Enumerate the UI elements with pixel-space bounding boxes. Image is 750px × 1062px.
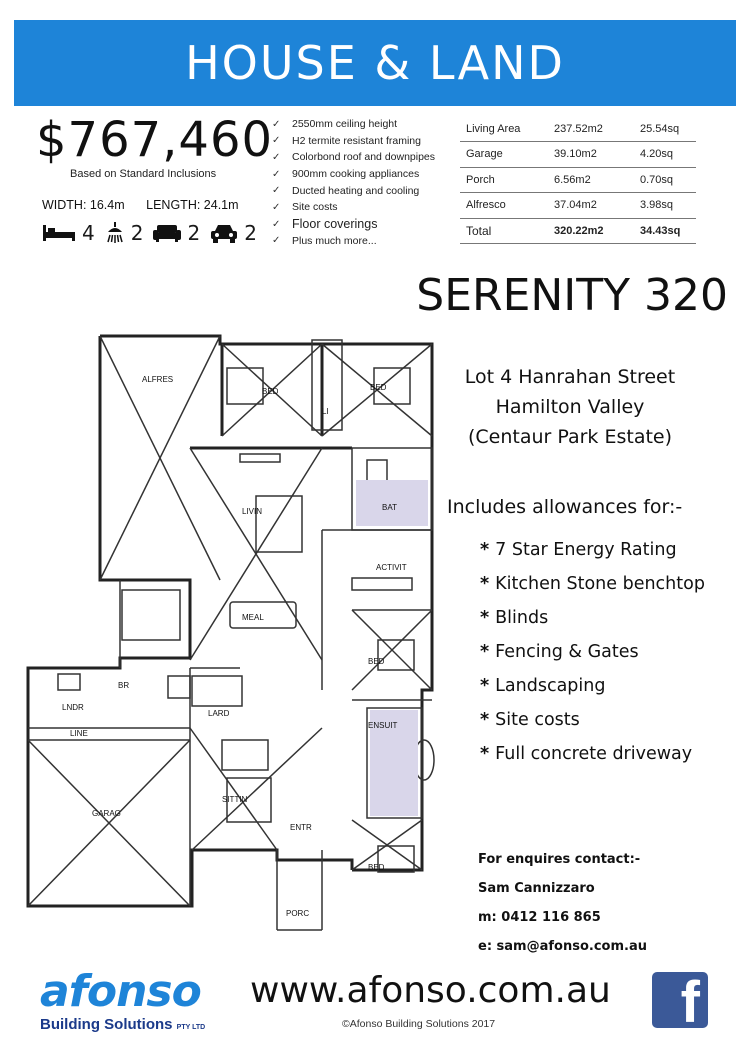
inclusion-item: ✓ 2550mm ceiling height [272, 118, 398, 131]
check-icon: ✓ [272, 151, 281, 163]
inclusion-item: ✓ Site costs [272, 201, 338, 214]
garage-count: 2 [244, 221, 257, 245]
svg-text:BAT: BAT [382, 503, 397, 512]
svg-text:GARAG: GARAG [92, 809, 121, 818]
svg-text:MEAL: MEAL [242, 613, 264, 622]
contact-email[interactable]: e: sam@afonso.com.au [478, 939, 647, 954]
area-table [460, 116, 696, 244]
svg-text:BED: BED [368, 863, 385, 872]
floor-plan [22, 330, 442, 954]
inclusion-item: ✓ Ducted heating and cooling [272, 184, 420, 197]
list-item: * 7 Star Energy Rating [480, 540, 677, 560]
table-row: Alfresco 37.04m2 3.98sq [460, 193, 696, 219]
header-banner [14, 20, 736, 106]
inclusion-item: ✓ Colorbond roof and downpipes [272, 151, 436, 164]
price: $767,460 [36, 112, 274, 168]
list-item: * Kitchen Stone benchtop [480, 574, 705, 594]
check-icon: ✓ [272, 185, 281, 197]
plan-label-alfresco: ALFRES [142, 375, 174, 384]
svg-text:LARD: LARD [208, 709, 230, 718]
logo-pty: PTY LTD [176, 1024, 206, 1031]
inclusion-item: ✓ Plus much more... [272, 234, 377, 247]
bedroom-count: 4 [82, 221, 95, 245]
shower-icon [105, 222, 125, 244]
svg-text:BED: BED [370, 383, 387, 392]
contact-name: Sam Cannizzaro [478, 881, 595, 896]
svg-text:LIVIN: LIVIN [242, 507, 263, 516]
svg-text:LI: LI [322, 407, 329, 416]
svg-text:LNDR: LNDR [62, 703, 84, 712]
svg-text:BED: BED [368, 657, 385, 666]
contact-heading: For enquires contact:- [478, 852, 641, 867]
feature-counts [42, 221, 261, 245]
svg-text:ENSUIT: ENSUIT [368, 721, 398, 730]
inclusion-item: ✓ Floor coverings [272, 217, 378, 232]
bed-icon [42, 223, 76, 243]
check-icon: ✓ [272, 201, 281, 213]
svg-text:SITTIN: SITTIN [222, 795, 248, 804]
website-link[interactable]: www.afonso.com.au [250, 970, 611, 1011]
check-icon: ✓ [272, 118, 281, 130]
check-icon: ✓ [272, 218, 281, 230]
svg-text:BR: BR [118, 681, 130, 690]
list-item: * Blinds [480, 608, 549, 628]
facebook-glyph: f [680, 972, 700, 1028]
check-icon: ✓ [272, 168, 281, 180]
list-item: * Landscaping [480, 676, 606, 696]
lot-dimensions [42, 198, 257, 212]
living-count: 2 [187, 221, 201, 245]
svg-text:PORC: PORC [286, 909, 310, 918]
list-item: * Site costs [480, 710, 580, 730]
svg-text:BED: BED [262, 387, 279, 396]
svg-text:LINE: LINE [70, 729, 88, 738]
sofa-icon [153, 224, 181, 242]
list-item: * Full concrete driveway [480, 744, 693, 764]
svg-text:ACTIVIT: ACTIVIT [376, 563, 407, 572]
price-basis: Based on Standard Inclusions [70, 168, 217, 180]
svg-text:ENTR: ENTR [290, 823, 312, 832]
contact-block [478, 852, 647, 968]
contact-mobile[interactable]: m: 0412 116 865 [478, 910, 601, 925]
table-row: Garage 39.10m2 4.20sq [460, 142, 696, 168]
lot-width: WIDTH: 16.4m [42, 198, 125, 212]
facebook-icon[interactable] [652, 972, 708, 1028]
car-icon [210, 223, 238, 243]
design-name: SERENITY 320 [416, 270, 728, 321]
check-icon: ✓ [272, 235, 281, 247]
lot-length: LENGTH: 24.1m [146, 198, 239, 212]
copyright-text: ©Afonso Building Solutions 2017 [342, 1018, 496, 1030]
logo-subtitle: Building Solutions [40, 1016, 173, 1033]
allowances-list [480, 536, 705, 774]
inclusions-list [272, 116, 435, 249]
inclusion-item: ✓ H2 termite resistant framing [272, 134, 421, 147]
banner-title: HOUSE & LAND [185, 36, 565, 90]
table-row: Porch 6.56m2 0.70sq [460, 167, 696, 193]
table-row-total: Total 320.22m2 34.43sq [460, 218, 696, 244]
list-item: * Fencing & Gates [480, 642, 639, 662]
table-row: Living Area 237.52m2 25.54sq [460, 116, 696, 142]
property-address: Lot 4 Hanrahan Street Hamilton Valley (Centaur Park Estate) [464, 366, 676, 448]
inclusion-item: ✓ 900mm cooking appliances [272, 168, 420, 181]
bathroom-count: 2 [130, 221, 144, 245]
allowances-heading: Includes allowances for:- [447, 496, 683, 518]
check-icon: ✓ [272, 135, 281, 147]
company-logo [40, 966, 220, 1033]
logo-wordmark: afonso [40, 966, 201, 1017]
